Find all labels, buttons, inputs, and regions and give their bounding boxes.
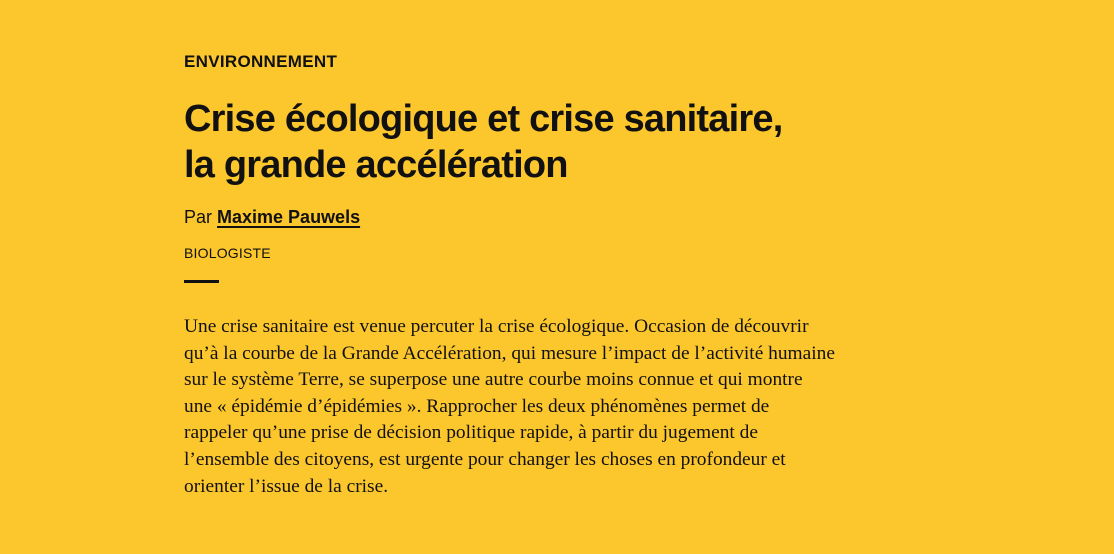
article-title-line-1: Crise écologique et crise sanitaire, [184, 98, 783, 140]
byline-prefix: Par [184, 207, 218, 227]
article-title [184, 96, 944, 188]
summary-line-7: orienter l’issue de la crise. [184, 475, 389, 497]
summary-line-1: Une crise sanitaire est venue percuter la crise écologique. Occasion de découvrir [184, 316, 809, 337]
byline [184, 205, 944, 229]
summary-line-5: rappeler qu’une prise de décision politique rapide, à partir du jugement de [184, 422, 758, 444]
summary-line-4: une « épidémie d’épidémies ». Rapprocher les deux phénomènes permet de [184, 395, 770, 417]
article-summary [184, 314, 944, 500]
author-role: BIOLOGISTE [184, 245, 271, 261]
summary-line-3: sur le système Terre, se superpose une autre courbe moins connue et qui montre [184, 369, 803, 391]
summary-line-6: l’ensemble des citoyens, est urgente pour changer les choses en profondeur et [184, 448, 786, 470]
author-link[interactable]: Maxime Pauwels [217, 207, 361, 227]
article-title-line-2: la grande accélération [184, 144, 568, 186]
summary-line-2: qu’à la courbe de la Grande Accélération, qui mesure l’impact de l’activité humaine [184, 342, 835, 364]
article-header [184, 50, 944, 500]
category-label: ENVIRONNEMENT [184, 52, 338, 71]
divider [184, 280, 219, 283]
